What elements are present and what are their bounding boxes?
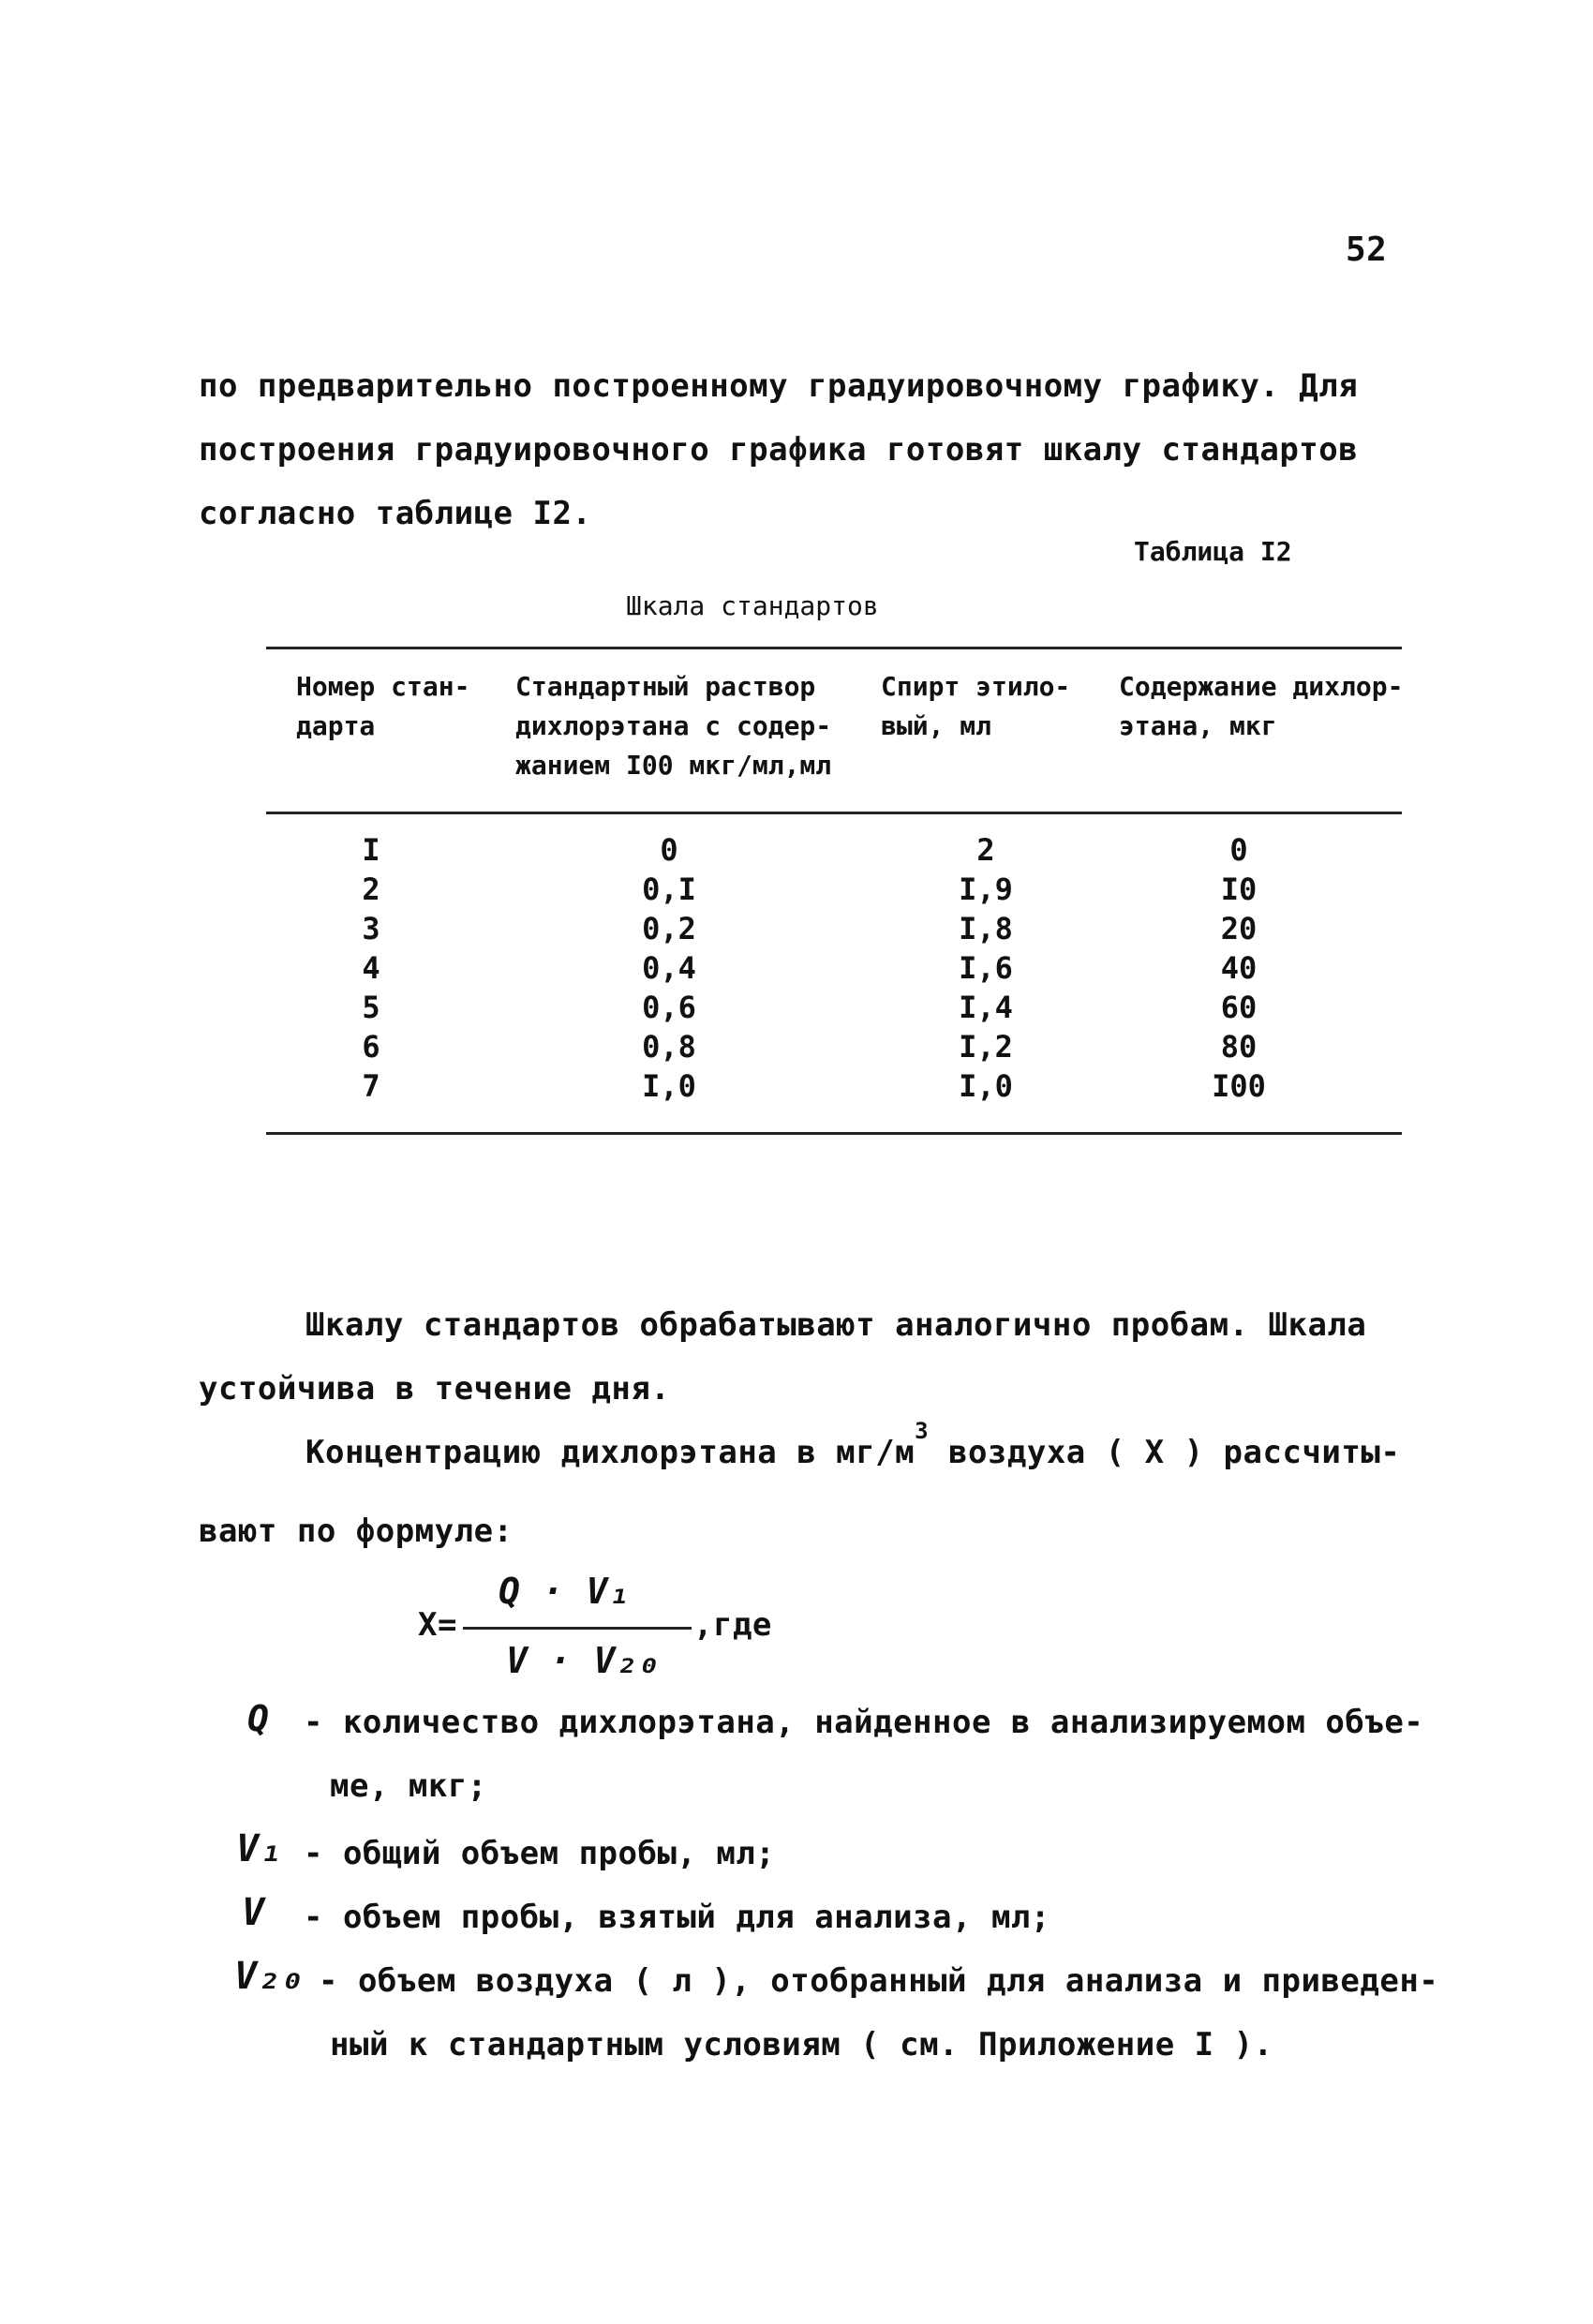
header-ethyl-alcohol: Спирт этило- вый, мл bbox=[881, 671, 1071, 741]
cell-solution: 0,8 bbox=[642, 1029, 696, 1065]
cell-number: 7 bbox=[362, 1068, 380, 1104]
cell-alcohol: I,6 bbox=[959, 950, 1013, 986]
cell-solution: 0,6 bbox=[642, 990, 696, 1025]
concentration-text-2: воздуха ( X ) рассчиты- bbox=[929, 1434, 1401, 1471]
cell-solution: I,0 bbox=[642, 1068, 696, 1104]
definition-text-cont: ный к стандартным условиям ( см. Приложение I ). bbox=[330, 2026, 1273, 2063]
cell-content: 20 bbox=[1220, 911, 1258, 946]
cell-alcohol: I,0 bbox=[959, 1068, 1013, 1104]
formula-intro: вают по формуле: bbox=[199, 1512, 514, 1550]
fraction-bar bbox=[463, 1627, 692, 1630]
cell-alcohol: I,2 bbox=[959, 1029, 1013, 1065]
symbol-v20: V₂₀ bbox=[234, 1955, 304, 1998]
unit-superscript: 3 bbox=[915, 1418, 930, 1444]
concentration-line bbox=[305, 1418, 1401, 1471]
cell-alcohol: I,9 bbox=[959, 872, 1013, 907]
cell-solution: 0,4 bbox=[642, 950, 696, 986]
cell-solution: 0,2 bbox=[642, 911, 696, 946]
header-dichloroethane-content: Содержание дихлор- этана, мкг bbox=[1119, 671, 1404, 741]
cell-number: 2 bbox=[362, 872, 380, 907]
definition-text: - объем пробы, взятый для анализа, мл; bbox=[304, 1899, 1050, 1936]
cell-solution: 0,I bbox=[642, 872, 696, 907]
cell-content: I0 bbox=[1220, 872, 1258, 907]
definition-text: - общий объем пробы, мл; bbox=[304, 1835, 776, 1872]
symbol-q: Q bbox=[247, 1698, 270, 1739]
concentration-text-1: Концентрацию дихлорэтана в мг/м bbox=[305, 1434, 916, 1471]
symbol-v1: V₁ bbox=[236, 1827, 283, 1870]
cell-content: 80 bbox=[1220, 1029, 1258, 1065]
definition-text-cont: ме, мкг; bbox=[330, 1767, 487, 1805]
cell-content: 0 bbox=[1229, 832, 1248, 868]
cell-number: 5 bbox=[362, 990, 380, 1025]
formula-lhs: X= bbox=[418, 1606, 457, 1644]
cell-alcohol: I,8 bbox=[959, 911, 1013, 946]
cell-number: I bbox=[362, 832, 380, 868]
header-standard-solution: Стандартный раствор дихлорэтана с содер- жанием I00 мкг/мл,мл bbox=[515, 671, 832, 781]
cell-alcohol: I,4 bbox=[959, 990, 1013, 1025]
cell-solution: 0 bbox=[660, 832, 678, 868]
cell-content: 60 bbox=[1220, 990, 1258, 1025]
header-standard-number: Номер стан- дарта bbox=[296, 671, 470, 741]
cell-number: 6 bbox=[362, 1029, 380, 1065]
definition-text: - количество дихлорэтана, найденное в анализируемом объе- bbox=[304, 1704, 1424, 1741]
table-top-rule bbox=[266, 647, 1402, 649]
intro-line-1: по предварительно построенному градуировочному графику. Для bbox=[199, 367, 1359, 405]
intro-line-3: согласно таблице I2. bbox=[199, 495, 592, 532]
table-bottom-rule bbox=[266, 1132, 1402, 1135]
paragraph-line-1: Шкалу стандартов обрабатывают аналогично пробам. Шкала bbox=[305, 1306, 1367, 1344]
formula-suffix: ,где bbox=[693, 1606, 772, 1644]
formula-numerator: Q · V₁ bbox=[499, 1571, 631, 1612]
cell-number: 3 bbox=[362, 911, 380, 946]
definition-text: - объем воздуха ( л ), отобранный для анализа и приведен- bbox=[319, 1962, 1439, 2000]
cell-content: I00 bbox=[1212, 1068, 1266, 1104]
cell-content: 40 bbox=[1220, 950, 1258, 986]
table-title: Шкала стандартов bbox=[626, 590, 879, 621]
cell-alcohol: 2 bbox=[976, 832, 995, 868]
formula-denominator: V · V₂₀ bbox=[506, 1640, 660, 1681]
cell-number: 4 bbox=[362, 950, 380, 986]
symbol-v: V bbox=[242, 1891, 265, 1934]
page-number: 52 bbox=[1346, 231, 1388, 269]
table-label: Таблица I2 bbox=[1134, 536, 1292, 567]
intro-line-2: построения градуировочного графика готовят шкалу стандартов bbox=[199, 431, 1359, 469]
paragraph-line-2: устойчива в течение дня. bbox=[199, 1370, 671, 1408]
table-header-rule bbox=[266, 812, 1402, 814]
